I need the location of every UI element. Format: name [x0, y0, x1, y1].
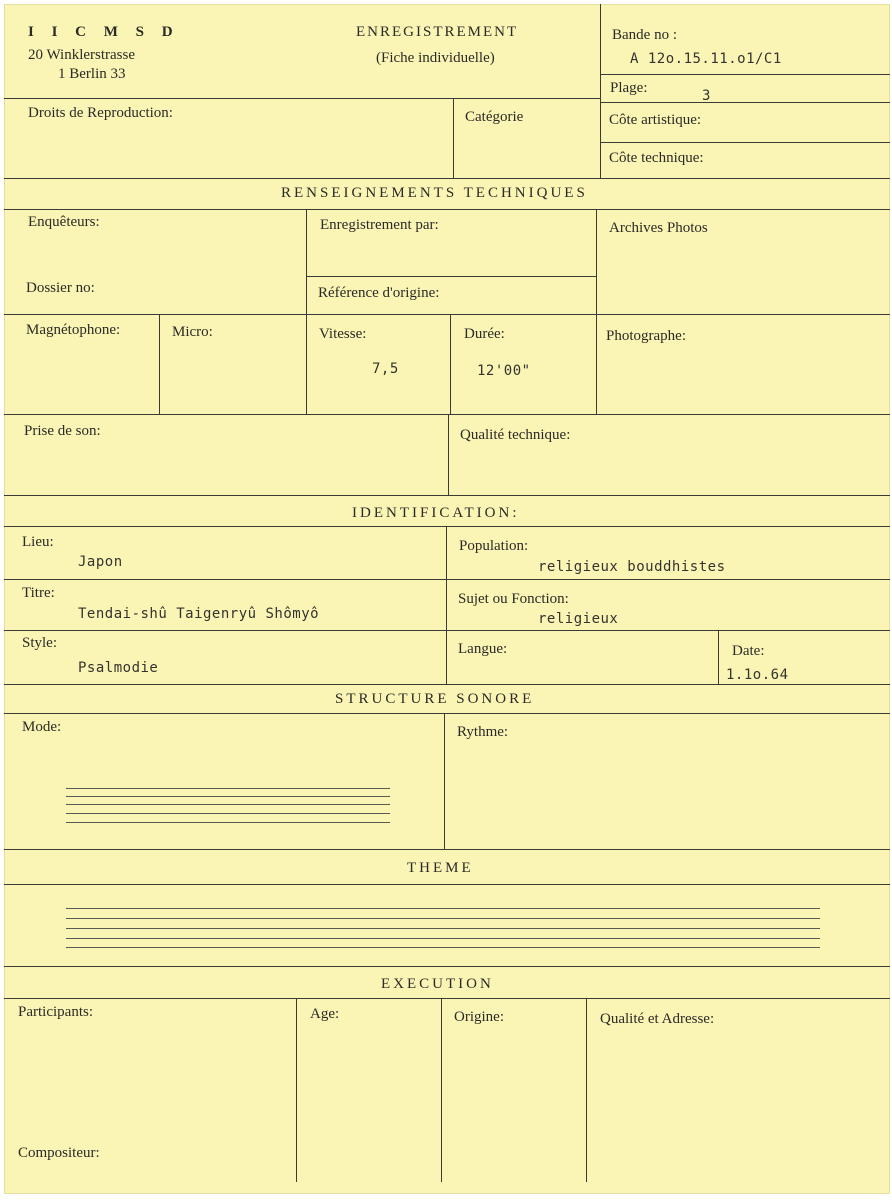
rule-dossier-bottom	[4, 314, 890, 315]
bande-label: Bande no :	[612, 27, 677, 43]
rule-date-left	[718, 630, 719, 684]
rule-tech-col1	[306, 209, 307, 414]
rule-qualite-adresse-left	[586, 998, 587, 1182]
duree-label: Durée:	[464, 326, 505, 342]
langue-label: Langue:	[458, 641, 508, 657]
rule-identification-title-bottom	[4, 526, 890, 527]
titre-label: Titre:	[22, 585, 55, 601]
rule-ident-mid	[446, 526, 447, 684]
identification-section-title: IDENTIFICATION:	[352, 505, 520, 521]
rule-header-right	[600, 4, 601, 178]
cote-artistique-label: Côte artistique:	[609, 112, 702, 128]
droits-label: Droits de Reproduction:	[28, 105, 173, 121]
style-label: Style:	[22, 635, 58, 651]
qualite-adresse-label: Qualité et Adresse:	[600, 1011, 715, 1027]
rule-tech-col2	[596, 209, 597, 414]
rythme-label: Rythme:	[457, 724, 509, 740]
vitesse-value: 7,5	[372, 361, 399, 377]
rule-origine-left	[441, 998, 442, 1182]
rule-cote-artistique-bottom	[600, 142, 890, 143]
rule-mode-bottom	[4, 849, 890, 850]
address-line-1: 20 Winklerstrasse	[28, 47, 136, 63]
plage-value: 3	[702, 88, 711, 104]
qualite-technique-label: Qualité technique:	[460, 427, 571, 443]
rule-theme-bottom	[4, 966, 890, 967]
address-line-2: 1 Berlin 33	[58, 66, 126, 82]
duree-value: 12'00"	[477, 363, 531, 379]
bande-value: A 12o.15.11.o1/C1	[630, 51, 782, 67]
mode-label: Mode:	[22, 719, 62, 735]
rule-structure-title-bottom	[4, 713, 890, 714]
rule-plage-bottom	[600, 102, 890, 103]
plage-label: Plage:	[610, 80, 648, 96]
dossier-label: Dossier no:	[26, 280, 95, 296]
rule-age-left	[296, 998, 297, 1182]
rule-prise-bottom	[4, 495, 890, 496]
rule-rythme-left	[444, 713, 445, 849]
structure-section-title: STRUCTURE SONORE	[335, 691, 535, 707]
age-label: Age:	[310, 1006, 340, 1022]
archives-photos-label: Archives Photos	[609, 220, 708, 236]
rule-titre-bottom	[4, 630, 890, 631]
origine-label: Origine:	[454, 1009, 504, 1025]
cote-technique-label: Côte technique:	[609, 150, 704, 166]
rule-technical-title-bottom	[4, 209, 890, 210]
prise-de-son-label: Prise de son:	[24, 423, 101, 439]
card-subtitle: (Fiche individuelle)	[376, 50, 495, 66]
technical-section-title: RENSEIGNEMENTS TECHNIQUES	[281, 185, 588, 201]
sujet-value: religieux	[538, 611, 619, 627]
rule-bande-bottom	[600, 74, 890, 75]
rule-execution-title-bottom	[4, 998, 890, 999]
date-value: 1.1o.64	[726, 667, 789, 683]
rule-style-bottom	[4, 684, 890, 685]
sujet-label: Sujet ou Fonction:	[458, 591, 569, 607]
titre-value: Tendai-shû Taigenryû Shômyô	[78, 606, 320, 622]
date-label: Date:	[732, 643, 765, 659]
rule-rights-bottom	[4, 178, 890, 179]
population-value: religieux bouddhistes	[538, 559, 726, 575]
population-label: Population:	[459, 538, 529, 554]
vitesse-label: Vitesse:	[319, 326, 367, 342]
micro-label: Micro:	[172, 324, 213, 340]
enregistrement-par-label: Enregistrement par:	[320, 217, 439, 233]
execution-section-title: EXECUTION	[381, 976, 494, 992]
rule-categorie-left	[453, 98, 454, 178]
reference-label: Référence d'origine:	[318, 285, 440, 301]
institute-logo: I I C M S D	[28, 24, 180, 40]
rule-duree-left	[450, 314, 451, 414]
photographe-label: Photographe:	[606, 328, 686, 344]
theme-section-title: THEME	[407, 860, 474, 876]
magnetophone-label: Magnétophone:	[26, 322, 121, 338]
rule-micro-left	[159, 314, 160, 414]
card-title: ENREGISTREMENT	[356, 24, 519, 40]
style-value: Psalmodie	[78, 660, 159, 676]
rule-header-bottom	[4, 98, 600, 99]
participants-label: Participants:	[18, 1004, 93, 1020]
rule-qualite-left	[448, 414, 449, 495]
compositeur-label: Compositeur:	[18, 1145, 100, 1161]
rule-magneto-bottom	[4, 414, 890, 415]
rule-theme-title-bottom	[4, 884, 890, 885]
categorie-label: Catégorie	[465, 109, 524, 125]
lieu-value: Japon	[78, 554, 123, 570]
index-card	[4, 4, 890, 1194]
rule-lieu-bottom	[4, 579, 890, 580]
lieu-label: Lieu:	[22, 534, 54, 550]
enqueteurs-label: Enquêteurs:	[28, 214, 100, 230]
rule-enregistrement-bottom	[306, 276, 596, 277]
